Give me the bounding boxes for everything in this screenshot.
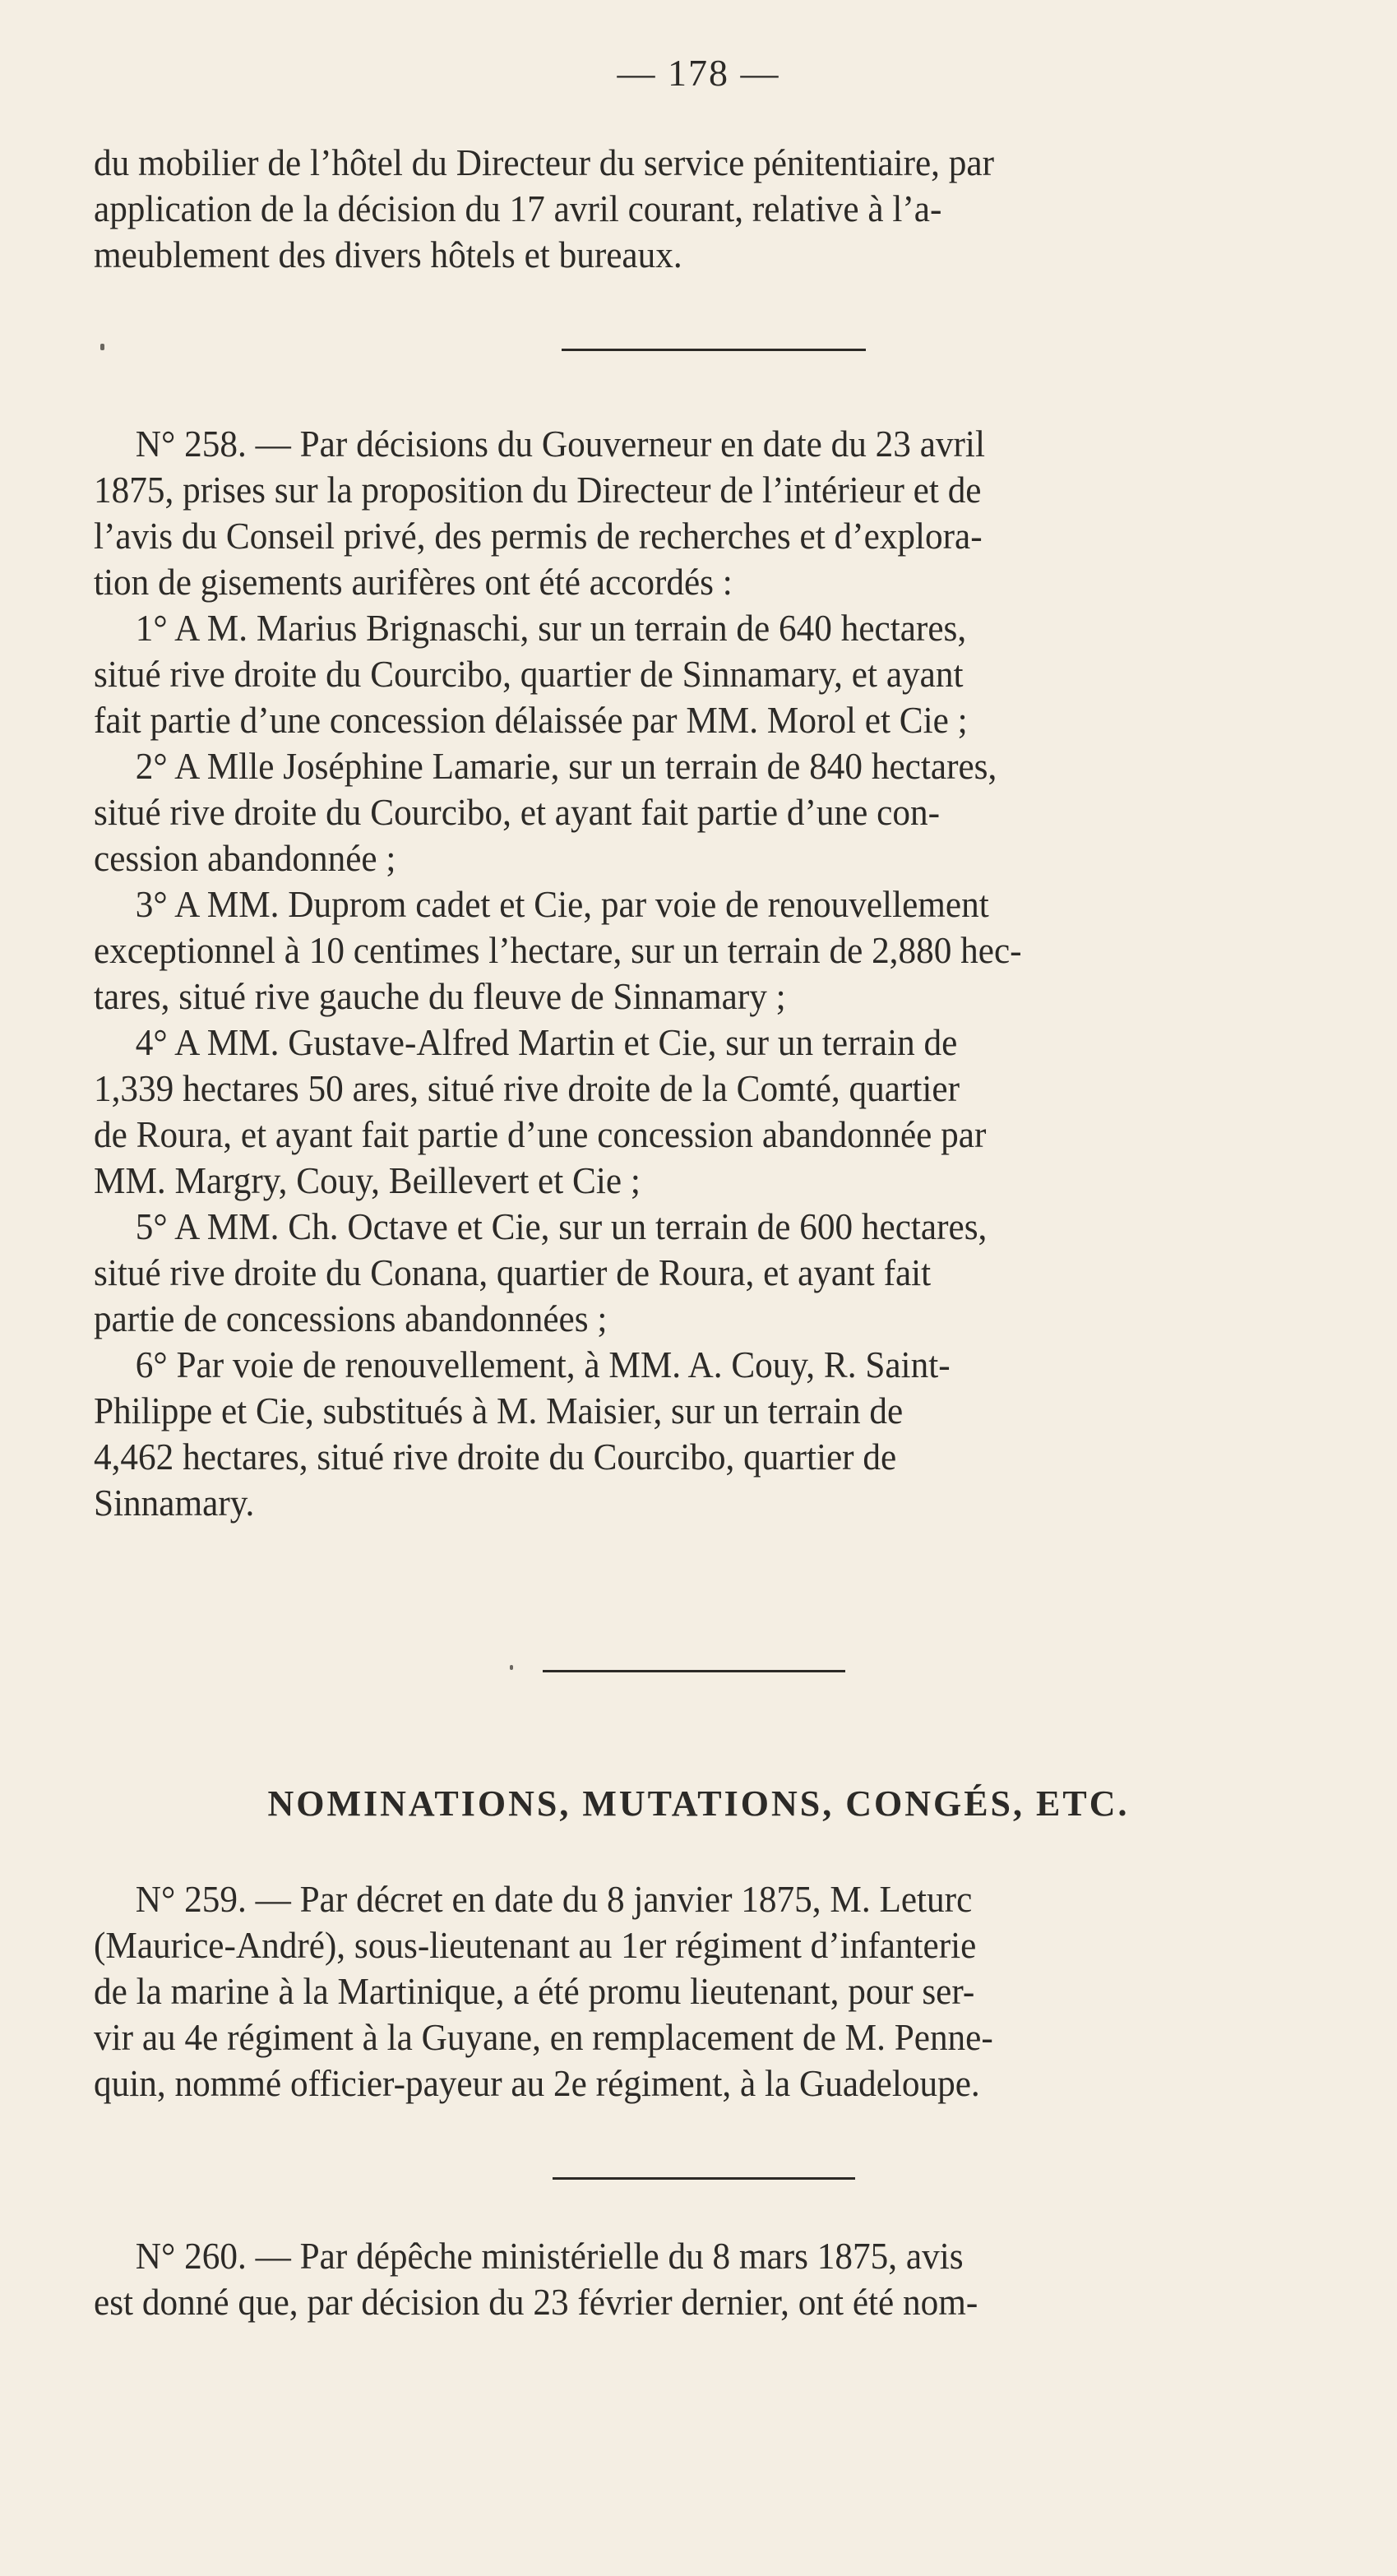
text-line: situé rive droite du Courcibo, quartier de Sinnamary, et ayant: [94, 653, 964, 695]
text-line: l’avis du Conseil privé, des permis de recherches et d’explora-: [94, 515, 983, 557]
separator-rule: [562, 349, 866, 351]
text-line: vir au 4e régiment à la Guyane, en remplacement de M. Penne-: [94, 2016, 993, 2058]
ink-speck: [100, 344, 104, 350]
text-line: cession abandonnée ;: [94, 837, 396, 879]
text-line: situé rive droite du Conana, quartier de Roura, et ayant fait: [94, 1251, 932, 1293]
text-line: situé rive droite du Courcibo, et ayant fait partie d’une con-: [94, 791, 941, 833]
text-line: application de la décision du 17 avril courant, relative à l’a-: [94, 187, 942, 229]
text-line: Philippe et Cie, substitués à M. Maisier, sur un terrain de: [94, 1390, 904, 1431]
separator-rule: [553, 2177, 855, 2180]
decision-260: [94, 2233, 1256, 2325]
text-line: 1° A M. Marius Brignaschi, sur un terrain de 640 hectares,: [135, 607, 967, 649]
text-line: MM. Margry, Couy, Beillevert et Cie ;: [94, 1159, 641, 1201]
text-line: 4° A MM. Gustave-Alfred Martin et Cie, sur un terrain de: [135, 1021, 958, 1063]
text-line: est donné que, par décision du 23 février dernier, ont été nom-: [94, 2281, 978, 2323]
ink-speck: [510, 1665, 513, 1670]
text-line: exceptionnel à 10 centimes l’hectare, sur un terrain de 2,880 hec-: [94, 929, 1022, 971]
text-line: 3° A MM. Duprom cadet et Cie, par voie de renouvellement: [135, 883, 989, 925]
text-line: 1,339 hectares 50 ares, situé rive droite de la Comté, quartier: [94, 1067, 960, 1109]
decision-258: [94, 421, 1256, 1526]
text-line: 5° A MM. Ch. Octave et Cie, sur un terrain de 600 hectares,: [135, 1205, 988, 1247]
text-line: tion de gisements aurifères ont été accordés :: [94, 561, 733, 603]
text-line: 1875, prises sur la proposition du Directeur de l’intérieur et de: [94, 469, 982, 511]
text-line: de la marine à la Martinique, a été promu lieutenant, pour ser-: [94, 1970, 975, 2012]
intro-paragraph: [94, 140, 1256, 278]
text-line: N° 260. — Par dépêche ministérielle du 8 mars 1875, avis: [135, 2235, 964, 2277]
text-line: fait partie d’une concession délaissée par MM. Morol et Cie ;: [94, 699, 968, 741]
text-line: 6° Par voie de renouvellement, à MM. A. Couy, R. Saint-: [135, 1343, 951, 1385]
text-line: 2° A Mlle Joséphine Lamarie, sur un terrain de 840 hectares,: [135, 745, 997, 787]
text-line: du mobilier de l’hôtel du Directeur du service pénitentiaire, par: [94, 141, 995, 183]
text-line: 4,462 hectares, situé rive droite du Courcibo, quartier de: [94, 1436, 897, 1478]
text-line: (Maurice-André), sous-lieutenant au 1er régiment d’infanterie: [94, 1924, 977, 1966]
text-line: tares, situé rive gauche du fleuve de Sinnamary ;: [94, 975, 786, 1017]
section-heading: NOMINATIONS, MUTATIONS, CONGÉS, ETC.: [267, 1783, 1130, 1824]
text-line: de Roura, et ayant fait partie d’une concession abandonnée par: [94, 1113, 987, 1155]
text-line: meublement des divers hôtels et bureaux.: [94, 234, 682, 275]
page-number: — 178 —: [617, 52, 780, 94]
text-line: Sinnamary.: [94, 1482, 255, 1524]
text-line: N° 259. — Par décret en date du 8 janvier 1875, M. Leturc: [135, 1878, 973, 1920]
text-line: quin, nommé officier-payeur au 2e régiment, à la Guadeloupe.: [94, 2062, 980, 2104]
separator-rule: [543, 1670, 845, 1672]
decision-259: [94, 1876, 1256, 2107]
text-line: N° 258. — Par décisions du Gouverneur en date du 23 avril: [135, 423, 985, 465]
text-line: partie de concessions abandonnées ;: [94, 1297, 608, 1339]
